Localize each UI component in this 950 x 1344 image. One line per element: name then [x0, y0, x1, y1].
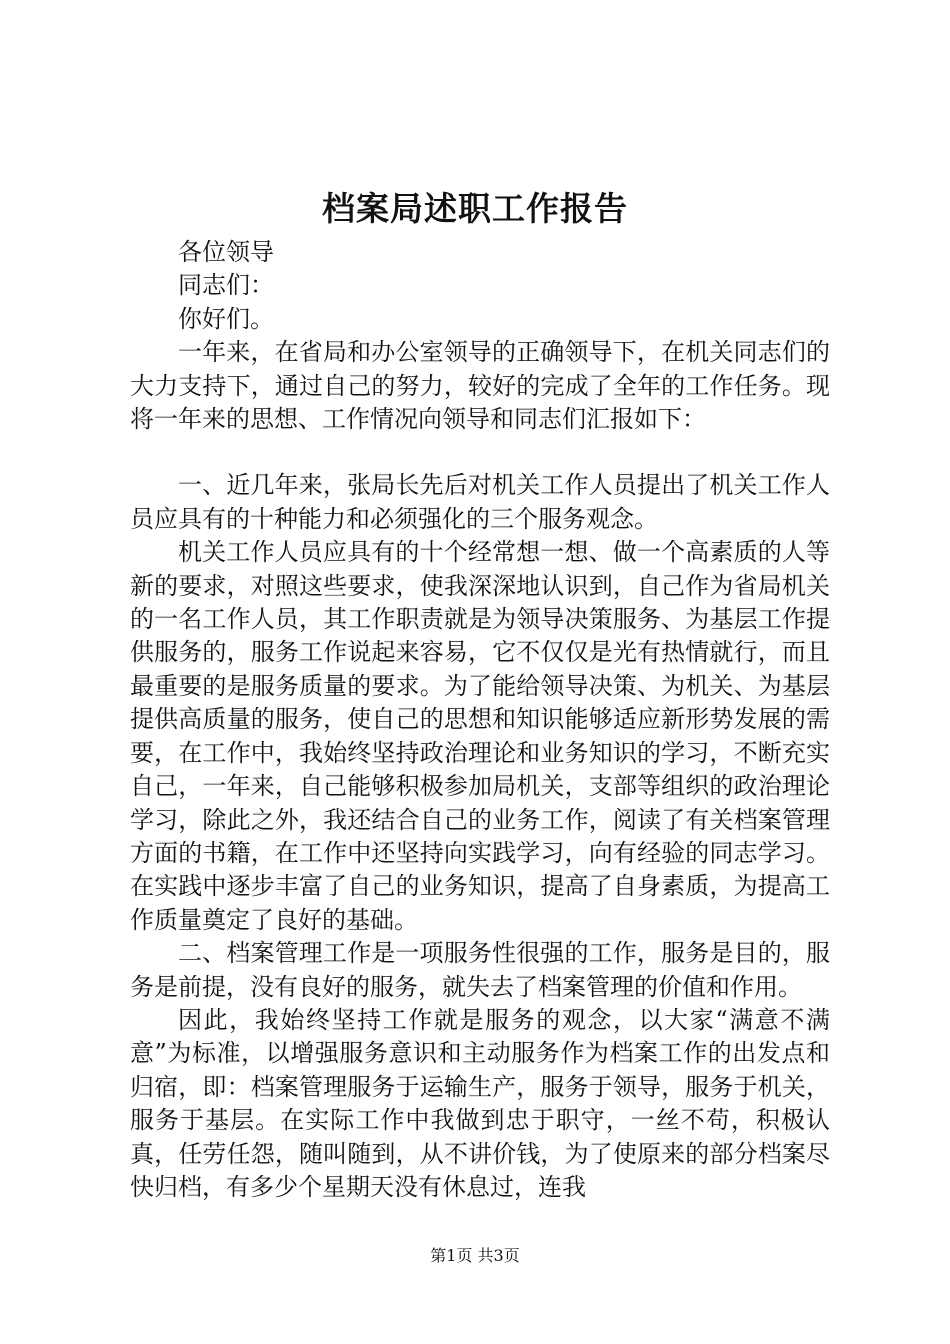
- intro-paragraph: 一年来，在省局和办公室领导的正确领导下，在机关同志们的大力支持下，通过自己的努力，较好的完成了全年的工作任务。现将一年来的思想、工作情况向领导和同志们汇报如下：: [130, 338, 830, 434]
- section-two-paragraph: 二、档案管理工作是一项服务性很强的工作，服务是目的，服务是前提，没有良好的服务，就失去了档案管理的价值和作用。: [130, 939, 830, 1001]
- service-concept-paragraph: 因此，我始终坚持工作就是服务的观念，以大家“满意不满意”为标准，以增强服务意识和主动服务作为档案工作的出发点和归宿，即：档案管理服务于运输生产，服务于领导，服务于机关，服务于基层。在实际工作中我做到忠于职守，一丝不苟，积极认真，任劳任怨，随叫随到，从不讲价钱，为了使原来的部分档案尽快归档，有多少个星期天没有休息过，连我: [130, 1005, 830, 1201]
- section-one-paragraph: 一、近几年来，张局长先后对机关工作人员提出了机关工作人员应具有的十种能力和必须强化的三个服务观念。: [130, 471, 830, 533]
- greeting: 你好们。: [178, 304, 274, 333]
- requirements-paragraph: 机关工作人员应具有的十个经常想一想、做一个高素质的人等新的要求，对照这些要求，使我深深地认识到，自己作为省局机关的一名工作人员，其工作职责就是为领导决策服务、为基层工作提供服务的，服务工作说起来容易，它不仅仅是光有热情就行，而且最重要的是服务质量的要求。为了能给领导决策、为机关、为基层提供高质量的服务，使自己的思想和知识能够适应新形势发展的需要，在工作中，我始终坚持政治理论和业务知识的学习，不断充实自己，一年来，自己能够积极参加局机关，支部等组织的政治理论学习，除此之外，我还结合自己的业务工作，阅读了有关档案管理方面的书籍，在工作中还坚持向实践学习，向有经验的同志学习。在实践中逐步丰富了自己的业务知识，提高了自身素质，为提高工作质量奠定了良好的基础。: [130, 538, 830, 934]
- page-footer: 第1页 共3页: [430, 1246, 520, 1265]
- document-body: [130, 236, 830, 1204]
- document-title: 档案局述职工作报告: [322, 189, 628, 228]
- salutation-comrades: 同志们：: [178, 271, 274, 300]
- salutation-leaders: 各位领导: [178, 238, 274, 266]
